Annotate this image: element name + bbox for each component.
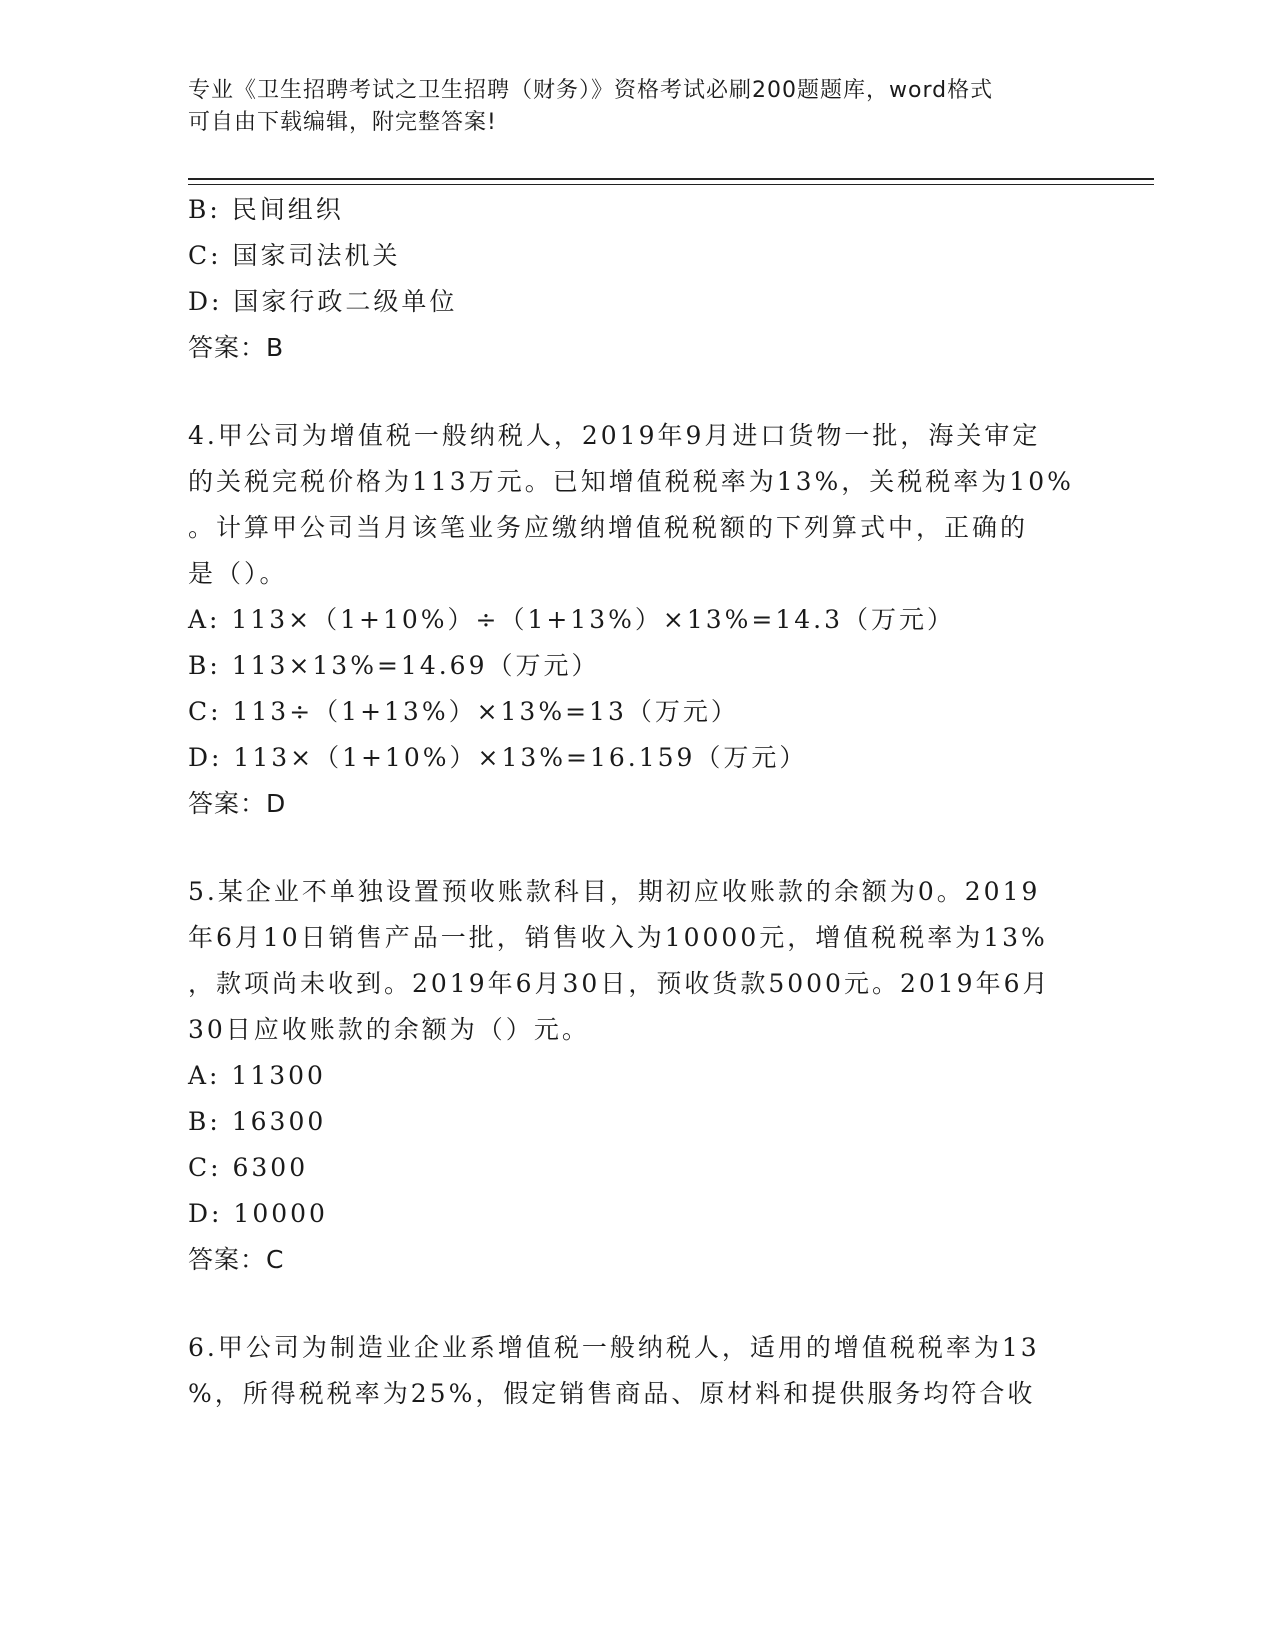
header-title-line-1: 专业《卫生招聘考试之卫生招聘（财务）》资格考试必刷200题题库，word格式 [188,78,994,103]
question-stem-line: 4.甲公司为增值税一般纳税人，2019年9月进口货物一批，海关审定 [188,421,1041,450]
question-stem-line: 是（）。 [188,559,288,588]
document-header [188,75,1068,139]
option-d: D: 国家行政二级单位 [188,287,458,316]
option-c: C: 6300 [188,1153,309,1182]
spacer [188,1283,1088,1325]
question-list [188,187,1088,1417]
question-6 [188,1325,1088,1417]
question-stem-line: %，所得税税率为25%，假定销售商品、原材料和提供服务均符合收 [188,1379,1036,1408]
option-c: C: 国家司法机关 [188,241,401,270]
option-d: D: 113×（1+10%）×13%=16.159（万元） [188,743,808,772]
question-stem-line: 的关税完税价格为113万元。已知增值税税率为13%，关税税率为10% [188,467,1074,496]
option-c: C: 113÷（1+13%）×13%=13（万元） [188,697,739,726]
question-4 [188,413,1088,827]
answer-label: 答案：B [188,333,285,362]
question-3-tail [188,187,1088,371]
question-5 [188,869,1088,1283]
question-stem-line: 30日应收账款的余额为（）元。 [188,1015,590,1044]
header-divider-thick [188,178,1154,180]
question-stem-line: 6.甲公司为制造业企业系增值税一般纳税人，适用的增值税税率为13 [188,1333,1040,1362]
answer-label: 答案：C [188,1245,285,1274]
question-stem-line: 5.某企业不单独设置预收账款科目，期初应收账款的余额为0。2019 [188,877,1041,906]
question-stem-line: ，款项尚未收到。2019年6月30日，预收货款5000元。2019年6月 [188,969,1051,998]
question-stem-line: 年6月10日销售产品一批，销售收入为10000元，增值税税率为13% [188,923,1048,952]
option-b: B: 16300 [188,1107,327,1136]
option-b: B: 民间组织 [188,195,344,224]
option-a: A: 113×（1+10%）÷（1+13%）×13%=14.3（万元） [188,605,956,634]
option-d: D: 10000 [188,1199,328,1228]
header-title-line-2: 可自由下载编辑，附完整答案! [188,110,497,135]
spacer [188,827,1088,869]
option-a: A: 11300 [188,1061,326,1090]
answer-label: 答案：D [188,789,287,818]
spacer [188,371,1088,413]
option-b: B: 113×13%=14.69（万元） [188,651,600,680]
question-stem-line: 。计算甲公司当月该笔业务应缴纳增值税税额的下列算式中，正确的 [188,513,1029,542]
header-divider-thin [188,184,1154,185]
